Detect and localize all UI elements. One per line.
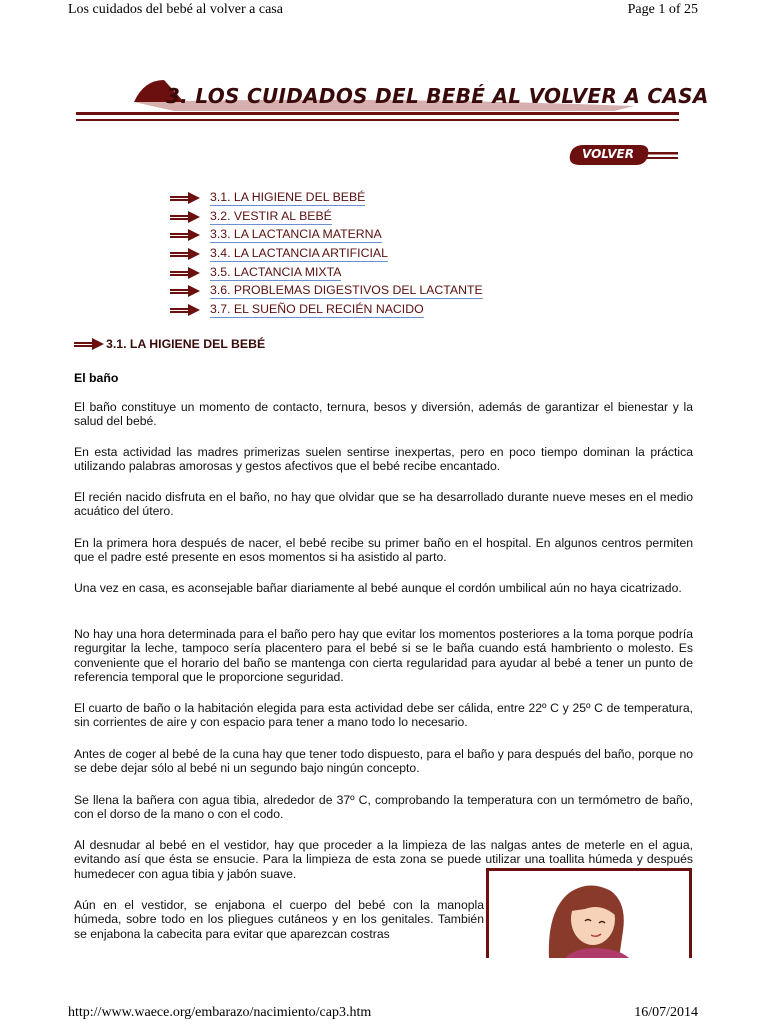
toc-item: [170, 282, 483, 301]
arrow-right-icon: [170, 248, 200, 260]
toc-link-lactancia-artificial[interactable]: 3.4. LA LACTANCIA ARTIFICIAL: [210, 246, 388, 261]
table-of-contents: [170, 189, 483, 319]
paragraph: El baño constituye un momento de contacto, ternura, besos y diversión, además de garantizar el bienestar y la salud del bebé.: [74, 400, 693, 429]
arrow-right-icon: [170, 304, 200, 316]
mother-illustration-graphic: [489, 871, 689, 958]
toc-link-sueno[interactable]: 3.7. EL SUEÑO DEL RECIÉN NACIDO: [210, 301, 424, 316]
toc-item: [170, 208, 483, 227]
section-heading: [74, 337, 265, 351]
arrow-right-icon: [170, 229, 200, 241]
toc-link-lactancia-mixta[interactable]: 3.5. LACTANCIA MIXTA: [210, 264, 342, 279]
toc-link-higiene[interactable]: 3.1. LA HIGIENE DEL BEBÉ: [210, 190, 366, 205]
paragraph: El recién nacido disfruta en el baño, no hay que olvidar que se ha desarrollado durante nueve meses en el medio acuático del útero.: [74, 490, 693, 519]
chapter-banner: [74, 76, 709, 128]
header-title: Los cuidados del bebé al volver a casa: [68, 2, 283, 17]
arrow-right-icon: [170, 285, 200, 297]
toc-item: [170, 263, 483, 282]
arrow-right-icon: [74, 338, 104, 350]
footer-url: http://www.waece.org/embarazo/nacimiento/cap3.htm: [68, 1005, 372, 1020]
arrow-right-icon: [170, 192, 200, 204]
toc-item: [170, 301, 483, 320]
toc-link-problemas-digestivos[interactable]: 3.6. PROBLEMAS DIGESTIVOS DEL LACTANTE: [210, 283, 483, 298]
section-title: 3.1. LA HIGIENE DEL BEBÉ: [106, 337, 266, 351]
paragraph: En la primera hora después de nacer, el bebé recibe su primer baño en el hospital. En algunos centros permiten que el padre esté presente en esos momentos si ha asistido al parto.: [74, 536, 693, 565]
volver-label: VOLVER: [582, 147, 634, 161]
footer-date: 16/07/2014: [634, 1005, 698, 1020]
paragraph: Se llena la bañera con agua tibia, alrededor de 37º C, comprobando la temperatura con un termómetro de baño, con el dorso de la mano o con el codo.: [74, 793, 693, 822]
paragraph: En esta actividad las madres primerizas suelen sentirse inexpertas, pero en poco tiempo dominan la práctica utilizando palabras amorosas y gestos afectivos que el bebé recibe encantado.: [74, 445, 693, 474]
volver-button[interactable]: [566, 143, 678, 169]
arrow-right-icon: [170, 267, 200, 279]
paragraph: Al desnudar al bebé en el vestidor, hay que proceder a la limpieza de las nalgas antes de meterle en el agua, evitando así que ésta se ensucie. Para la limpieza de esta zona se puede utilizar una toallita húmeda y después humedecer con agua tibia y jabón suave.: [74, 838, 693, 881]
chapter-title: 3. LOS CUIDADOS DEL BEBÉ AL VOLVER A CASA: [166, 84, 709, 108]
toc-item: [170, 226, 483, 245]
paragraph: El cuarto de baño o la habitación elegida para esta actividad debe ser cálida, entre 22º C y 25º C de temperatura, sin corrientes de aire y con espacio para tener a mano todo lo necesario.: [74, 701, 693, 730]
page-indicator: Page 1 of 25: [627, 2, 698, 17]
toc-link-vestir[interactable]: 3.2. VESTIR AL BEBÉ: [210, 208, 332, 223]
paragraph: Antes de coger al bebé de la cuna hay que tener todo dispuesto, para el baño y para después del baño, porque no se debe dejar sólo al bebé ni un segundo bajo ningún concepto.: [74, 747, 693, 776]
toc-item: [170, 245, 483, 264]
subheading: El baño: [74, 371, 119, 385]
mother-illustration: [486, 868, 692, 958]
toc-item: [170, 189, 483, 208]
paragraph: Aún en el vestidor, se enjabona el cuerpo del bebé con la manopla húmeda, sobre todo en los pliegues cutáneos y en los genitales. También se enjabona la cabecita para evitar que aparezcan costras: [74, 898, 484, 941]
arrow-right-icon: [170, 211, 200, 223]
paragraph: Una vez en casa, es aconsejable bañar diariamente al bebé aunque el cordón umbilical aún no haya cicatrizado.: [74, 581, 682, 595]
paragraph: No hay una hora determinada para el baño pero hay que evitar los momentos posteriores a la toma porque podría regurgitar la leche, tampoco sería placentero para el bebé si se le baña cuando está hambriento o molesto. Es conveniente que el horario del baño se mantenga con cierta regularidad para ayudar al bebé a tener un punto de referencia temporal que le proporcione seguridad.: [74, 627, 693, 685]
toc-link-lactancia-materna[interactable]: 3.3. LA LACTANCIA MATERNA: [210, 227, 382, 242]
